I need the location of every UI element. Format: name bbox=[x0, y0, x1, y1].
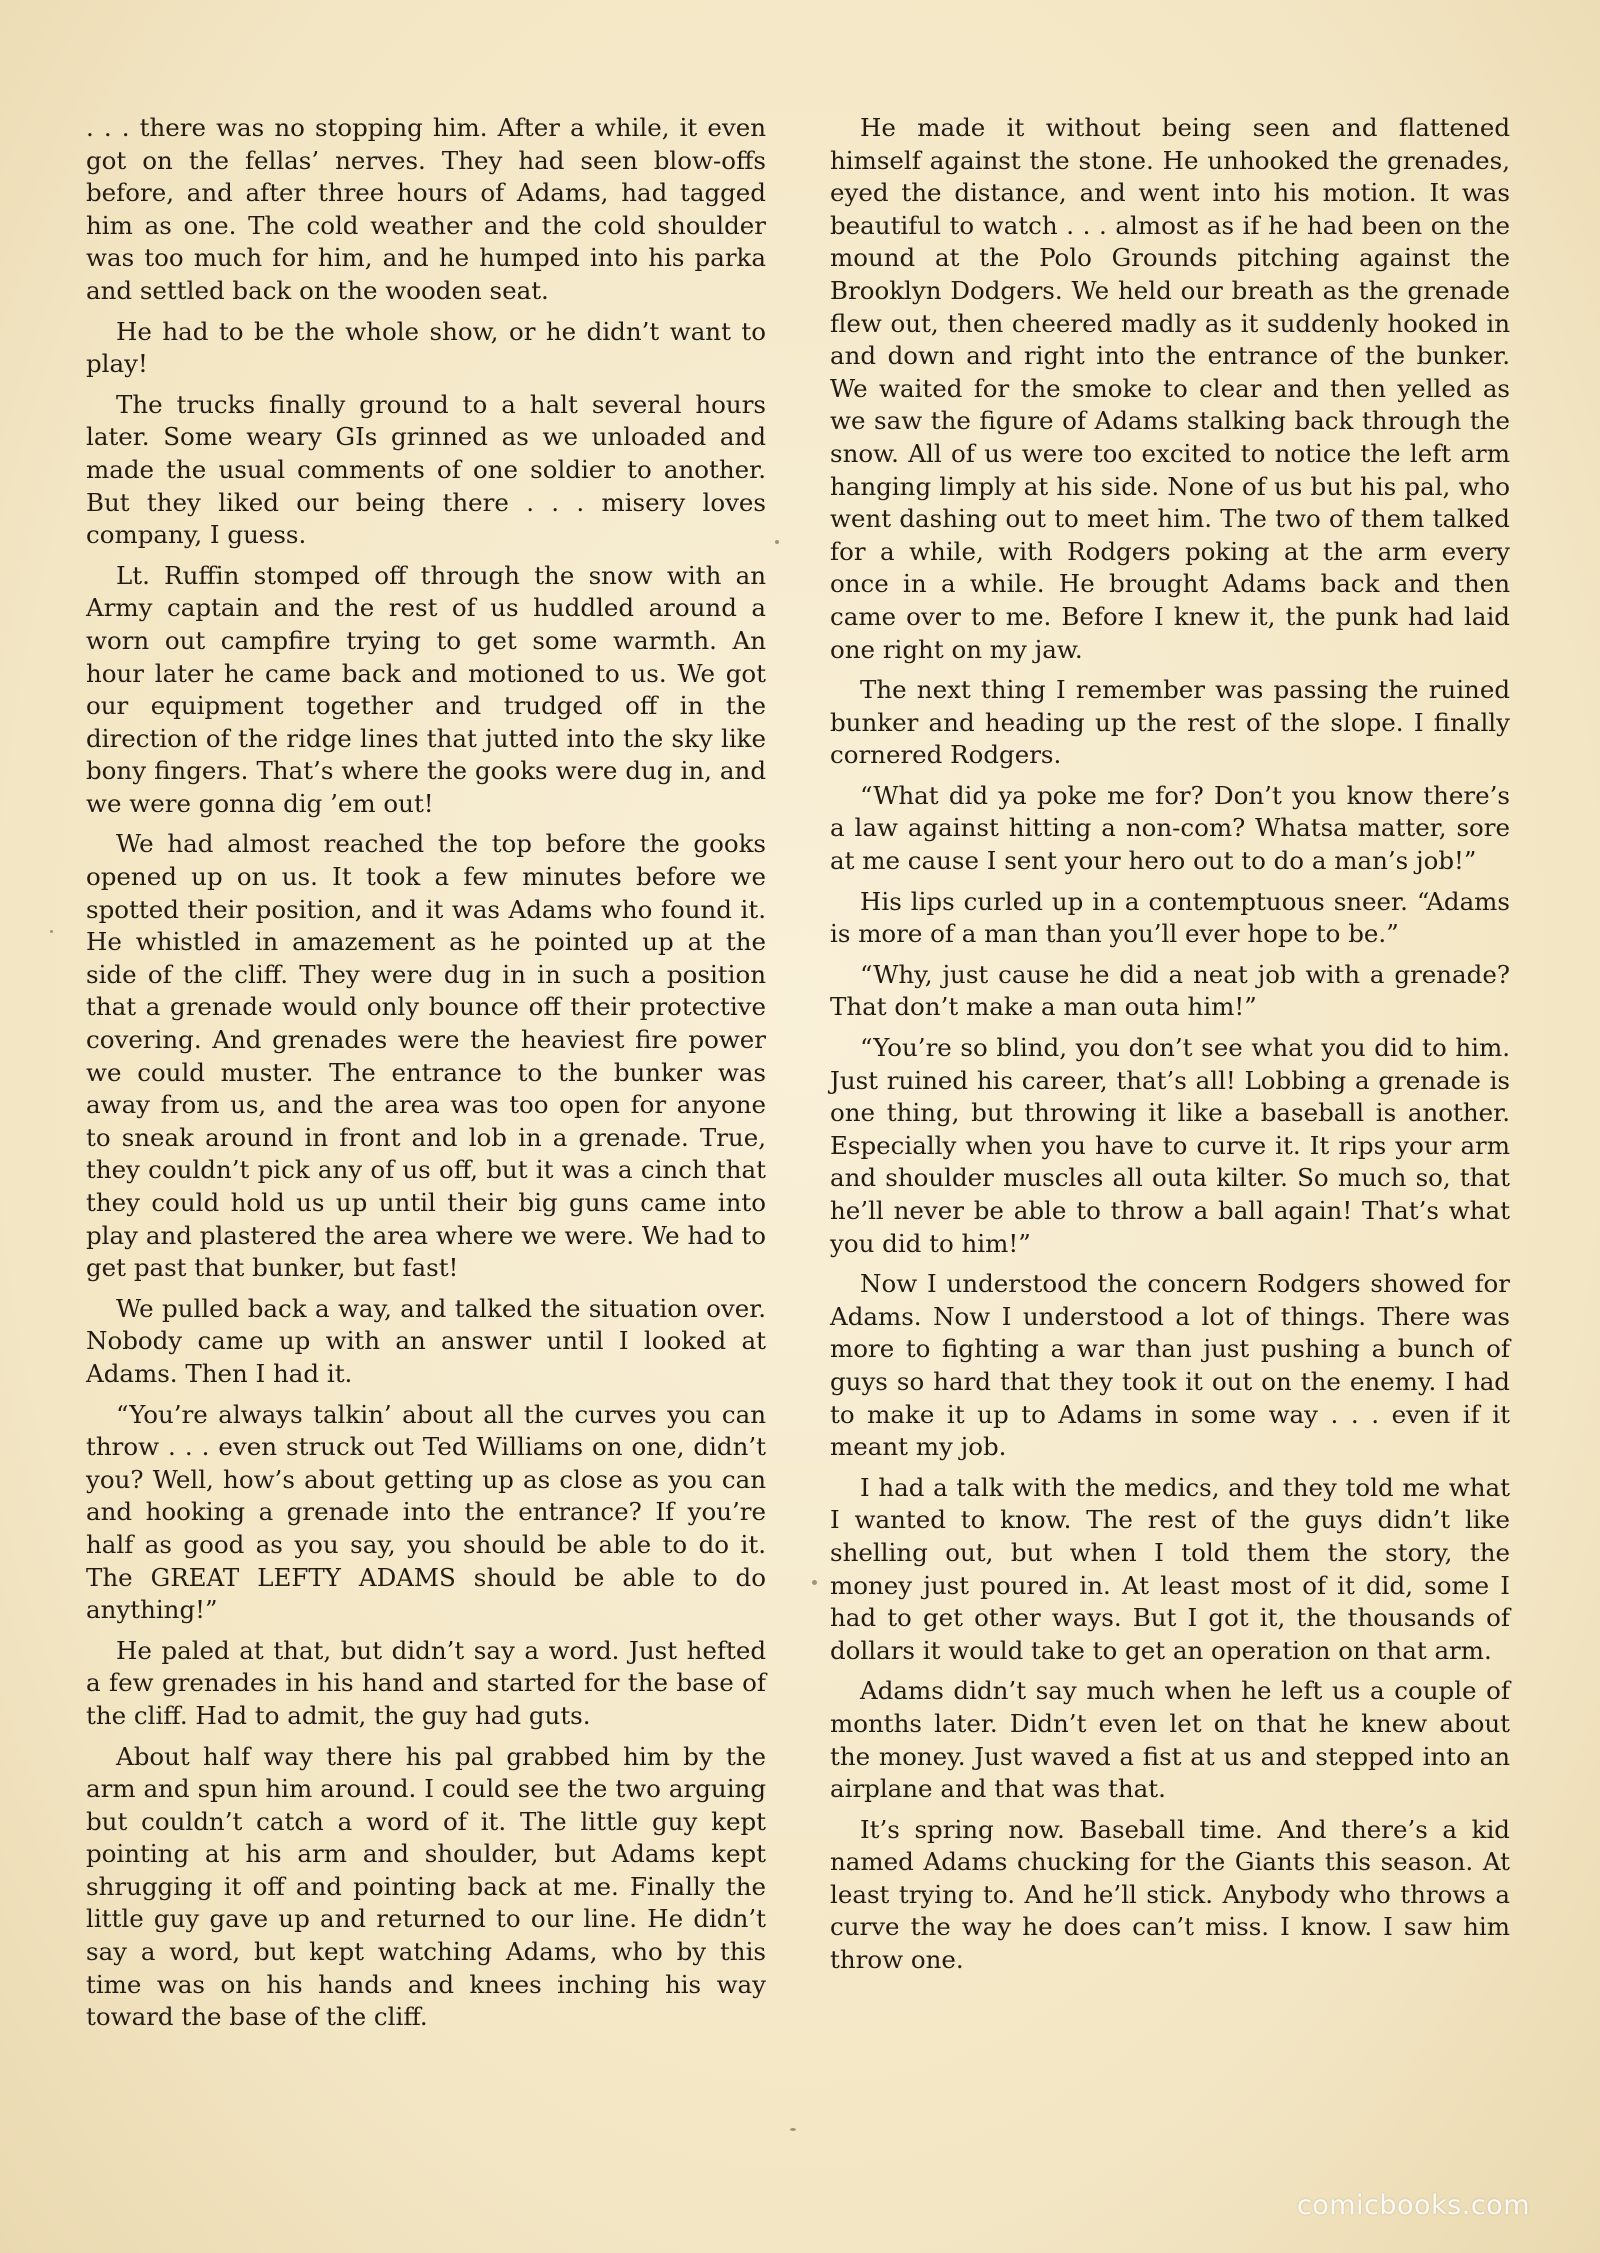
left-text-column bbox=[86, 112, 766, 2042]
paragraph: The next thing I remember was passing the ruined bunker and heading up the rest of the slope. I finally cornered Rodgers. bbox=[830, 675, 1510, 770]
paragraph: Adams didn’t say much when he left us a couple of months later. Didn’t even let on that he knew about the money. Just waved a fist at us and stepped into an airplane and that was that. bbox=[830, 1676, 1510, 1804]
paragraph: The trucks finally ground to a halt several hours later. Some weary GIs grinned as we unloaded and made the usual comments of one soldier to another. But they liked our being there . . . misery loves company, I guess. bbox=[86, 389, 766, 550]
paragraph: He made it without being seen and flattened himself against the stone. He unhooked the grenades, eyed the distance, and went into his motion. It was beautiful to watch . . . almost as if he had been on the mound at the Polo Grounds pitching against the Brooklyn Dodgers. We held our breath as the grenade flew out, then cheered madly as it suddenly hooked in and down and right into the entrance of the bunker. We waited for the smoke to clear and then yelled as we saw the figure of Adams stalking back through the snow. All of us were too excited to notice the left arm hanging limply at his side. None of us but his pal, who went dashing out to meet him. The two of them talked for a while, with Rodgers poking at the arm every once in a while. He brought Adams back and then came over to me. Before I knew it, the punk had laid one right on my jaw. bbox=[830, 113, 1510, 664]
paragraph: “You’re always talkin’ about all the curves you can throw . . . even struck out Ted Williams on one, didn’t you? Well, how’s about getting up as close as you can and hooking a grenade into the entrance? If you’re half as good as you say, you should be able to do it. The GREAT LEFTY ADAMS should be able to do anything!” bbox=[86, 1399, 766, 1625]
paragraph: About half way there his pal grabbed him by the arm and spun him around. I could see the two arguing but couldn’t catch a word of it. The little guy kept pointing at his arm and shoulder, but Adams kept shrugging it off and pointing back at me. Finally the little guy gave up and returned to our line. He didn’t say a word, but kept watching Adams, who by this time was on his hands and knees inching his way toward the base of the cliff. bbox=[86, 1741, 766, 2032]
print-speck bbox=[50, 930, 53, 933]
print-speck bbox=[775, 540, 779, 544]
paragraph: He paled at that, but didn’t say a word. Just hefted a few grenades in his hand and started for the base of the cliff. Had to admit, the guy had guts. bbox=[86, 1635, 766, 1730]
paragraph: “What did ya poke me for? Don’t you know there’s a law against hitting a non-com? Whatsa matter, sore at me cause I sent your hero out to do a man’s job!” bbox=[830, 780, 1510, 876]
paragraph: He had to be the whole show, or he didn’t want to play! bbox=[86, 316, 766, 379]
paragraph: It’s spring now. Baseball time. And there’s a kid named Adams chucking for the Giants this season. At least trying to. And he’ll stick. Anybody who throws a curve the way he does can’t miss. I know. I saw him throw one. bbox=[830, 1814, 1510, 1975]
paragraph: “You’re so blind, you don’t see what you did to him. Just ruined his career, that’s all! Lobbing a grenade is one thing, but throwing it like a baseball is another. Especially when you have to curve it. It rips your arm and shoulder muscles all outa kilter. So much so, that he’ll never be able to throw a ball again! That’s what you did to him!” bbox=[830, 1033, 1510, 1258]
print-speck bbox=[812, 1580, 817, 1585]
watermark: comicbooks.com bbox=[1296, 2190, 1530, 2221]
paragraph: His lips curled up in a contemptuous sneer. “Adams is more of a man than you’ll ever hope to be.” bbox=[830, 886, 1510, 949]
paragraph: Now I understood the concern Rodgers showed for Adams. Now I understood a lot of things. There was more to fighting a war than just pushing a bunch of guys so hard that they took it out on the enemy. I had to make it up to Adams in some way . . . even if it meant my job. bbox=[830, 1269, 1510, 1462]
paragraph: We had almost reached the top before the gooks opened up on us. It took a few minutes before we spotted their position, and it was Adams who found it. He whistled in amazement as he pointed up at the side of the cliff. They were dug in in such a position that a grenade would only bounce off their protective covering. And grenades were the heaviest fire power we could muster. The entrance to the bunker was away from us, and the area was too open for anyone to sneak around in front and lob in a grenade. True, they couldn’t pick any of us off, but it was a cinch that they could hold us up until their big guns came into play and plastered the area where we were. We had to get past that bunker, but fast! bbox=[86, 829, 766, 1283]
paragraph: . . . there was no stopping him. After a while, it even got on the fellas’ nerves. They had seen blow-offs before, and after three hours of Adams, had tagged him as one. The cold weather and the cold shoulder was too much for him, and he humped into his parka and settled back on the wooden seat. bbox=[86, 113, 766, 305]
paragraph: We pulled back a way, and talked the situation over. Nobody came up with an answer until I looked at Adams. Then I had it. bbox=[86, 1293, 766, 1388]
paragraph: “Why, just cause he did a neat job with a grenade? That don’t make a man outa him!” bbox=[830, 959, 1510, 1022]
paragraph: I had a talk with the medics, and they told me what I wanted to know. The rest of the guys didn’t like shelling out, but when I told them the story, the money just poured in. At least most of it did, some I had to get other ways. But I got it, the thousands of dollars it would take to get an operation on that arm. bbox=[830, 1472, 1510, 1665]
paragraph: Lt. Ruffin stomped off through the snow with an Army captain and the rest of us huddled around a worn out campfire trying to get some warmth. An hour later he came back and motioned to us. We got our equipment together and trudged off in the direction of the ridge lines that jutted into the sky like bony fingers. That’s where the gooks were dug in, and we were gonna dig ’em out! bbox=[86, 560, 766, 818]
print-speck bbox=[790, 2128, 796, 2131]
right-text-column bbox=[830, 112, 1510, 1985]
